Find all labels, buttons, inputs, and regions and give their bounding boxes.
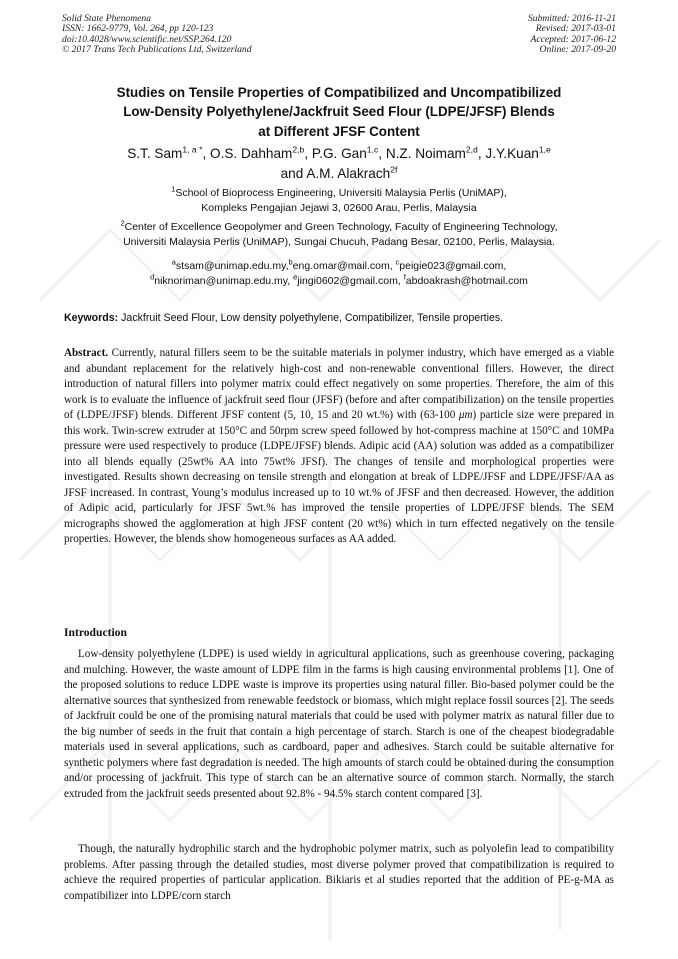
title-line: Low-Density Polyethylene/Jackfruit Seed Flour (LDPE/JFSF) Blends xyxy=(123,104,555,120)
author-line xyxy=(40,164,638,184)
paper-title xyxy=(40,83,638,141)
email-link[interactable]: peigie023@gmail.com, xyxy=(399,260,507,272)
intro-paragraph: Though, the naturally hydrophilic starch and the hydrophobic polymer matrix, such as polyolefin lead to compatibility problems. After passing through the detailed studies, most diverse polymer proved that compatibilization is required to achieve the required properties of particular application. Bikiaris et al studies reported that the addition of PE-g-MA as compatibilizer into LDPE/corn starch xyxy=(64,843,614,902)
author-list xyxy=(40,144,638,183)
date-accepted: Accepted: 2017-06-12 xyxy=(530,33,616,45)
email-link[interactable]: abdoakrash@hotmail.com xyxy=(405,275,528,288)
author-name: P.G. Gan xyxy=(311,146,367,161)
keywords-text: Jackfruit Seed Flour, Low density polyethylene, Compatibilizer, Tensile properties. xyxy=(121,312,504,324)
author-name: and A.M. Alakrach xyxy=(280,165,391,181)
email-link[interactable]: stsam@unimap.edu.my, xyxy=(175,260,289,272)
intro-paragraph: Low-density polyethylene (LDPE) is used wieldy in agricultural applications, such as greenhouse covering, packaging and mulching. However, the waste amount of LDPE film in the farms is high causing environmental problems [1]. One of the proposed solutions to reduce LDPE waste is improve its properties using natural filler. Bio-based polymer could be the alternative sources that synthesized from renewable feedstock or biomass, which might replace fossil sources [2]. The seeds of Jackfruit could be one of the promising natural materials that could be used with polymer matrix as natural filler due to the big number of seeds in the fruit that contain a high percentage of starch. Starch is one of the cheapest biodegradable materials used in several applications, such as cardboard, paper and adhesives. Starch could be suitable alternative for synthetic polymers where fast degradation is needed. The high amounts of starch could be obtained during the consumption and/or processing of jackfruit. This type of starch can be an alternative source of common starch. Normally, the starch extruded from the jackfruit seeds presented about 92.8% - 94.5% starch content compared [3]. xyxy=(64,648,614,800)
journal-copyright: © 2017 Trans Tech Publications Ltd, Switzerland xyxy=(62,44,252,56)
abstract: Abstract. Currently, natural fillers seem to be the suitable materials in polymer industry, which have emerged as a viable and abundant replacement for the relatively high-cost and non-renewable conventional fillers. However, the direct introduction of natural fillers into polymer matrix could effect negatively on some properties. Therefore, the aim of this work is to evaluate the influence of jackfruit seed flour (JFSF) (before and after compatibilization) on the tensile properties of (LDPE/JFSF) blends. Different JFSF content (5, 10, 15 and 20 wt.%) with (63-100 μm) particle size were prepared in this work. Twin-screw extruder at 150°C and 50rpm screw speed followed by hot-compress machine at 150°C and 10MPa pressure were used respectively to produce (LDPE/JFSF) blends. Adipic acid (AA) solution was added as a compatibilizer into all blends equally (25wt% AA into 75wt% JFSf). The changes of tensile and morphological properties were investigated. Results shown decreasing on tensile strength and elongation at break of LDPE/JFSF and LDPE/JFSF/AA as JFSF increased. In contrast, Young’s modulus increased up to 10 wt.% of JFSF and then decreased. However, the addition of Adipic acid, particularly for JFSF 5wt.% has improved the tensile properties of LDPE/JFSF blends. The SEM micrographs showed the agglomeration at high JFSF content (20 wt%) which in turn effected negatively on the tensile properties. However, the blends show homogeneous surfaces as AA added. xyxy=(64,347,614,545)
author-name: J.Y.Kuan xyxy=(485,146,539,161)
keywords-label: Keywords: xyxy=(64,312,119,324)
section-heading-introduction: Introduction xyxy=(64,626,127,639)
keywords xyxy=(64,311,616,325)
author-affiliation-marker: 2,b xyxy=(292,144,305,155)
author-affiliation-marker: 2f xyxy=(390,163,398,174)
date-revised: Revised: 2017-03-01 xyxy=(535,23,616,35)
author-emails: $^a$stsam@unimap.edu.my,$^b$eng.omar@mail.com, $^c$peigie023@gmail.com, $^d$niknoriman@unimap.edu.my, $^e$jingi0602@gmail.com, $^f$abdoakrash@hotmail.com xyxy=(150,257,528,288)
author-name: S.T. Sam xyxy=(127,146,183,161)
affiliation-marker: 2 xyxy=(120,218,125,228)
affiliation-2: $^2$Center of Excellence Geopolymer and Green Technology, Faculty of Engineering Technology, Universiti Malaysia Perlis (UniMAP), Sungai Chucuh, Padang Besar, 02100, Perlis, Malaysia. xyxy=(120,218,558,249)
author-affiliation-marker: 1,c xyxy=(366,144,379,155)
author-affiliation-marker: 1, a * xyxy=(182,144,203,155)
journal-header xyxy=(62,14,252,56)
date-online: Online: 2017-09-20 xyxy=(539,44,616,56)
title-line: at Different JFSF Content xyxy=(258,123,420,139)
journal-doi: doi:10.4028/www.scientific.net/SSP.264.120 xyxy=(62,33,232,45)
author-affiliation-marker: 2,d xyxy=(465,144,478,155)
unit-micrometre: μm xyxy=(458,409,473,421)
affiliation-1: $^1$School of Bioprocess Engineering, Universiti Malaysia Perlis (UniMAP), Kompleks Pengajian Jejawi 3, 02600 Arau, Perlis, Malaysia xyxy=(171,184,507,215)
journal-issn: ISSN: 1662-9779, Vol. 264, pp 120-123 xyxy=(62,23,214,35)
author-affiliation-marker: 1,e xyxy=(538,144,551,155)
email-link[interactable]: eng.omar@mail.com, xyxy=(292,260,393,272)
email-link[interactable]: jingi0602@gmail.com, xyxy=(297,275,401,288)
dates-header xyxy=(528,14,616,56)
author-name: N.Z. Noimam xyxy=(385,146,466,161)
author-name: O.S. Dahham xyxy=(210,146,293,161)
author-line: S.T. Sam$^{1, a *}$, O.S. Dahham$^{2,b}$, P.G. Gan$^{1,c}$, N.Z. Noimam$^{2,d}$, J.Y.Kuan$^{1,e}$ xyxy=(127,144,551,161)
abstract-label: Abstract. xyxy=(64,347,109,359)
date-submitted: Submitted: 2016-11-21 xyxy=(527,13,616,24)
journal-name: Solid State Phenomena xyxy=(62,13,151,24)
affiliation-marker: 1 xyxy=(171,184,176,194)
email-link[interactable]: niknoriman@unimap.edu.my, xyxy=(154,275,291,288)
title-line: Studies on Tensile Properties of Compatibilized and Uncompatibilized xyxy=(116,85,562,100)
